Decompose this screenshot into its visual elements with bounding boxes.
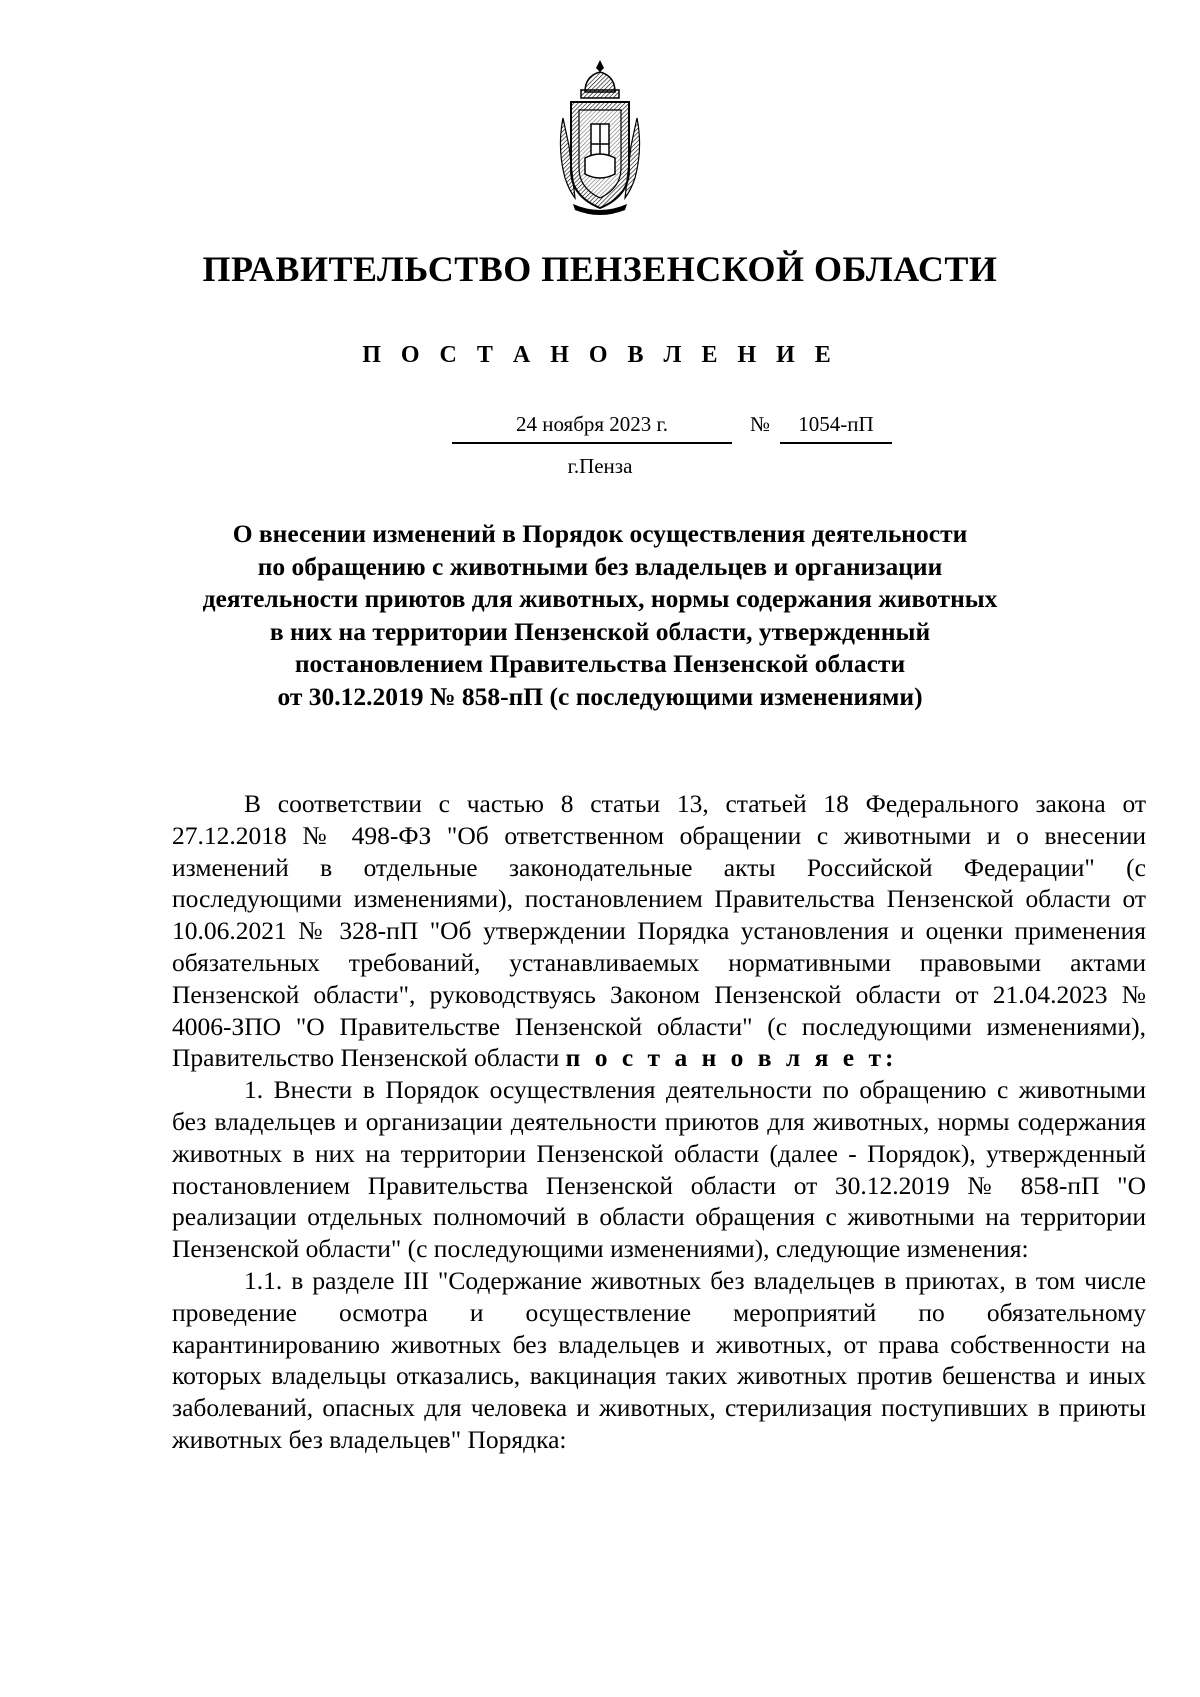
- subject-line: от 30.12.2019 № 858-пП (с последующими изменениями): [277, 681, 923, 711]
- subject-line: в них на территории Пензенской области, утвержденный: [269, 616, 931, 646]
- number-sign: №: [749, 412, 771, 436]
- subject-line: деятельности приютов для животных, нормы содержания животных: [202, 584, 998, 613]
- document-date: 24 ноября 2023 г.: [452, 412, 732, 444]
- preamble-paragraph: [172, 788, 1146, 1074]
- subject-line: по обращению с животными без владельцев и организации: [257, 551, 943, 581]
- item-1-1-paragraph: 1.1. в разделе III "Содержание животных без владельцев в приютах, в том числе проведение осмотра и осуществление мероприятий по обязательному карантинированию животных без владельцев и животных, от права собственности на которых владельцы отказались, вакцинация таких животных против бешенства и иных заболеваний, опасных для человека и животных, стерилизация поступивших в приюты животных без владельцев" Порядка:: [172, 1265, 1146, 1454]
- organization-title: ПРАВИТЕЛЬСТВО ПЕНЗЕНСКОЙ ОБЛАСТИ: [202, 249, 998, 289]
- document-number: 1054-пП: [780, 412, 892, 444]
- subject-line: постановлением Правительства Пензенской области: [294, 649, 906, 678]
- document-subject: [150, 518, 1050, 713]
- preamble-text: В соответствии с частью 8 статьи 13, статьей 18 Федерального закона от 27.12.2018 № 498-ФЗ "Об ответственном обращении с животными и о внесении изменений в отдельные законодательные акты Российской Федерации" (с последующими изменениями), постановлением Правительства Пензенской области от 10.06.2021 № 328-пП "Об утверждении Порядка установления и оценки применения обязательных требований, устанавливаемых нормативными правовыми актами Пензенской области", руководствуясь Законом Пензенской области от 21.04.2023 № 4006-ЗПО "О Правительстве Пензенской области" (с последующими изменениями), Правительство Пензенской области: [172, 789, 1146, 1073]
- document-type: П О С Т А Н О В Л Е Н И Е: [362, 342, 838, 368]
- document-city: г.Пенза: [567, 454, 633, 478]
- item-1-paragraph: 1. Внести в Порядок осуществления деятельности по обращению с животными без владельцев и организации деятельности приютов для животных, нормы содержания животных в них на территории Пензенской области (далее - Порядок), утвержденный постановлением Правительства Пензенской области от 30.12.2019 № 858-пП "О реализации отдельных полномочий в области обращения с животными на территории Пензенской области" (с последующими изменениями), следующие изменения:: [172, 1075, 1146, 1264]
- subject-line: О внесении изменений в Порядок осуществления деятельности: [232, 519, 968, 548]
- coat-of-arms-icon: [555, 58, 645, 216]
- decree-word: п о с т а н о в л я е т:: [565, 1043, 898, 1073]
- document-body: [172, 788, 1146, 1456]
